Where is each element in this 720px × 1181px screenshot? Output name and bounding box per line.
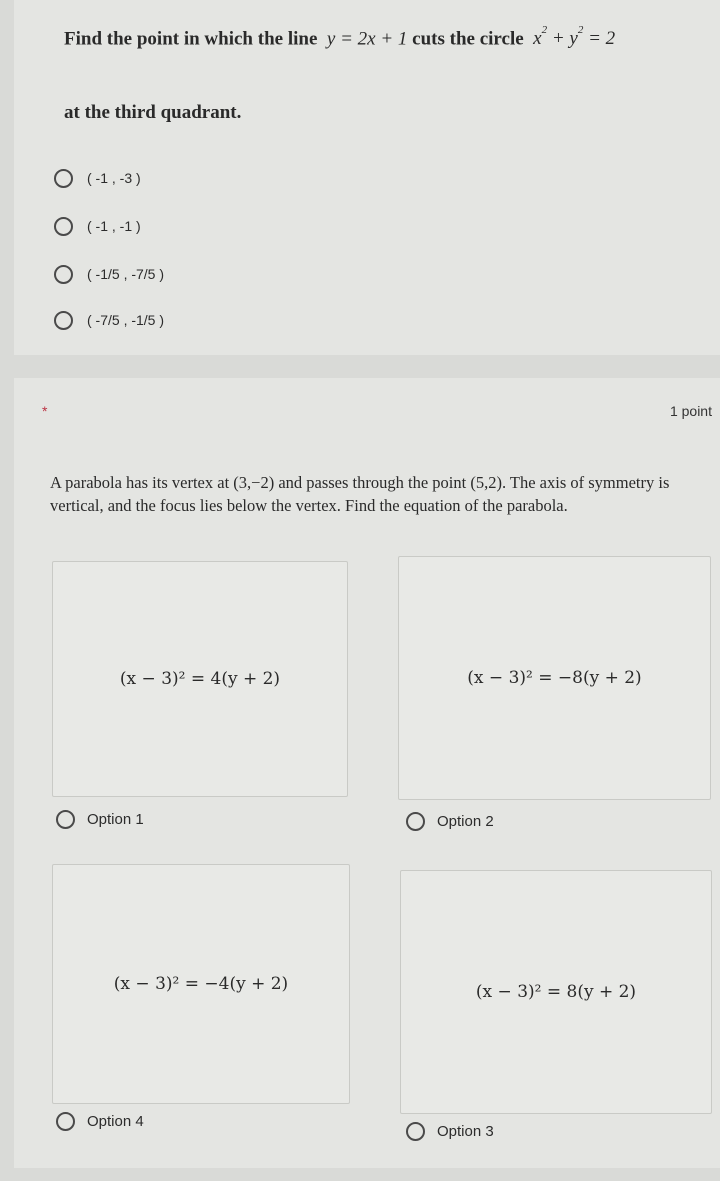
- formula-3: (x − 3)² = −4(y + 2): [113, 974, 289, 994]
- radio-button[interactable]: [54, 311, 73, 330]
- radio-option-2[interactable]: [54, 214, 141, 238]
- radio-option-4[interactable]: [56, 1112, 144, 1131]
- points-label: 1 point: [669, 403, 712, 419]
- question-1-prefix: Find the point in which the line: [64, 28, 318, 50]
- option-label: ( -1/5 , -7/5 ): [87, 266, 165, 282]
- option-label: ( -1 , -3 ): [87, 170, 141, 186]
- formula-4: (x − 3)² = 8(y + 2): [475, 982, 637, 1002]
- choice-image-1: [52, 561, 348, 797]
- question-1-text: [64, 24, 714, 50]
- choice-image-2: [398, 556, 711, 800]
- formula-1: (x − 3)² = 4(y + 2): [119, 669, 281, 689]
- radio-button[interactable]: [56, 810, 75, 829]
- radio-option-3[interactable]: [54, 262, 164, 286]
- choice-image-3: [52, 864, 350, 1104]
- question-card-2: [14, 378, 720, 1168]
- choice-image-4: [400, 870, 712, 1114]
- radio-button[interactable]: [54, 217, 73, 236]
- radio-button[interactable]: [56, 1112, 75, 1131]
- option-label: Option 4: [87, 1113, 144, 1130]
- option-label: Option 1: [87, 811, 144, 828]
- required-mark: *: [42, 403, 48, 419]
- radio-button[interactable]: [54, 265, 73, 284]
- radio-option-3[interactable]: [406, 1122, 494, 1141]
- formula-2: (x − 3)² = −8(y + 2): [467, 668, 642, 688]
- radio-option-1[interactable]: [56, 810, 144, 829]
- question-2-text: A parabola has its vertex at (3,−2) and passes through the point (5,2). The axis of symmetry is vertical, and the focus lies below the vertex. Find the equation of the parabola.: [50, 473, 670, 515]
- radio-option-2[interactable]: [406, 812, 494, 831]
- radio-option-1[interactable]: [54, 166, 141, 190]
- question-1-text-line2: at the third quadrant.: [64, 102, 242, 123]
- option-label: Option 2: [437, 813, 494, 830]
- radio-button[interactable]: [54, 169, 73, 188]
- circle-equation: $x^2 + y^2 = 2$: [533, 24, 616, 50]
- option-label: Option 3: [437, 1123, 494, 1140]
- radio-option-4[interactable]: [54, 308, 164, 332]
- question-1-mid: cuts the circle: [412, 28, 524, 50]
- radio-button[interactable]: [406, 812, 425, 831]
- question-card-1: [14, 0, 720, 355]
- option-label: ( -7/5 , -1/5 ): [87, 312, 165, 328]
- radio-button[interactable]: [406, 1122, 425, 1141]
- line-equation: y = 2x + 1: [326, 28, 408, 50]
- option-label: ( -1 , -1 ): [87, 218, 141, 234]
